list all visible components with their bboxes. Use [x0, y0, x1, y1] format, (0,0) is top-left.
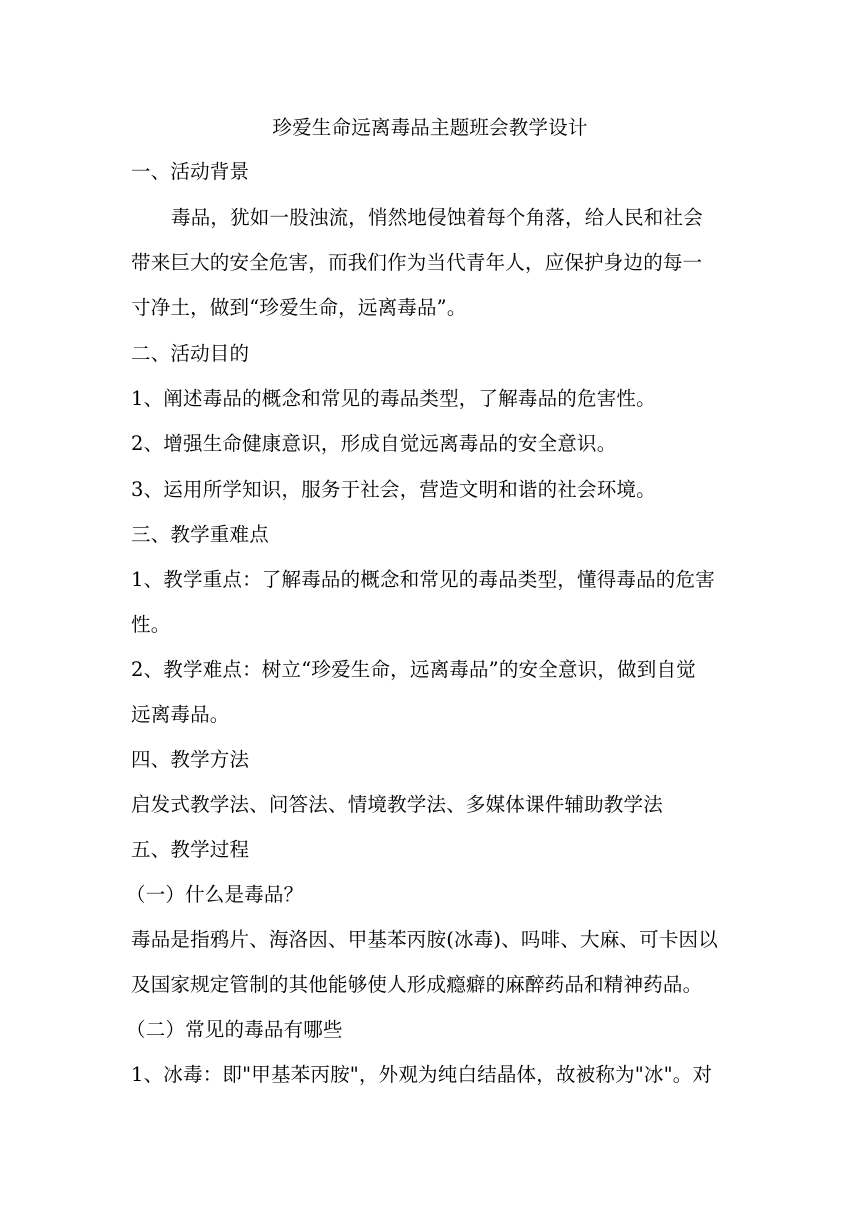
- section-heading-background: 一、活动背景: [131, 160, 250, 183]
- subsection-heading: （二）常见的毒品有哪些: [126, 1018, 343, 1041]
- list-item-continued: 远离毒品。: [131, 703, 230, 726]
- paragraph-line: 毒品是指鸦片、海洛因、甲基苯丙胺(冰毒)、吗啡、大麻、可卡因以: [131, 928, 718, 951]
- list-item: 1、冰毒：即"甲基苯丙胺"，外观为纯白结晶体，故被称为"冰"。对: [131, 1063, 713, 1086]
- list-item: 2、增强生命健康意识，形成自觉远离毒品的安全意识。: [131, 432, 617, 455]
- document-title: 珍爱生命远离毒品主题班会教学设计: [272, 116, 588, 139]
- paragraph-line: 寸净土，做到“珍爱生命，远离毒品”。: [131, 296, 467, 319]
- section-heading-methods: 四、教学方法: [131, 748, 250, 771]
- list-item: 1、教学重点：了解毒品的概念和常见的毒品类型，懂得毒品的危害: [131, 568, 715, 591]
- section-heading-goals: 二、活动目的: [131, 342, 250, 365]
- subsection-heading: （一）什么是毒品？: [126, 883, 304, 906]
- paragraph-line: 启发式教学法、问答法、情境教学法、多媒体课件辅助教学法: [131, 793, 663, 816]
- paragraph-line: 及国家规定管制的其他能够使人形成瘾癖的麻醉药品和精神药品。: [131, 973, 703, 996]
- paragraph-line: 毒品，犹如一股浊流，悄然地侵蚀着每个角落，给人民和社会: [171, 206, 703, 229]
- list-item: 1、阐述毒品的概念和常见的毒品类型，了解毒品的危害性。: [131, 387, 656, 410]
- section-heading-process: 五、教学过程: [131, 838, 250, 861]
- paragraph-line: 带来巨大的安全危害，而我们作为当代青年人，应保护身边的每一: [131, 251, 703, 274]
- list-item: 2、教学难点：树立“珍爱生命，远离毒品”的安全意识，做到自觉: [131, 658, 696, 681]
- section-heading-key-points: 三、教学重难点: [131, 523, 269, 546]
- list-item: 3、运用所学知识，服务于社会，营造文明和谐的社会环境。: [131, 478, 656, 501]
- list-item-continued: 性。: [131, 613, 171, 636]
